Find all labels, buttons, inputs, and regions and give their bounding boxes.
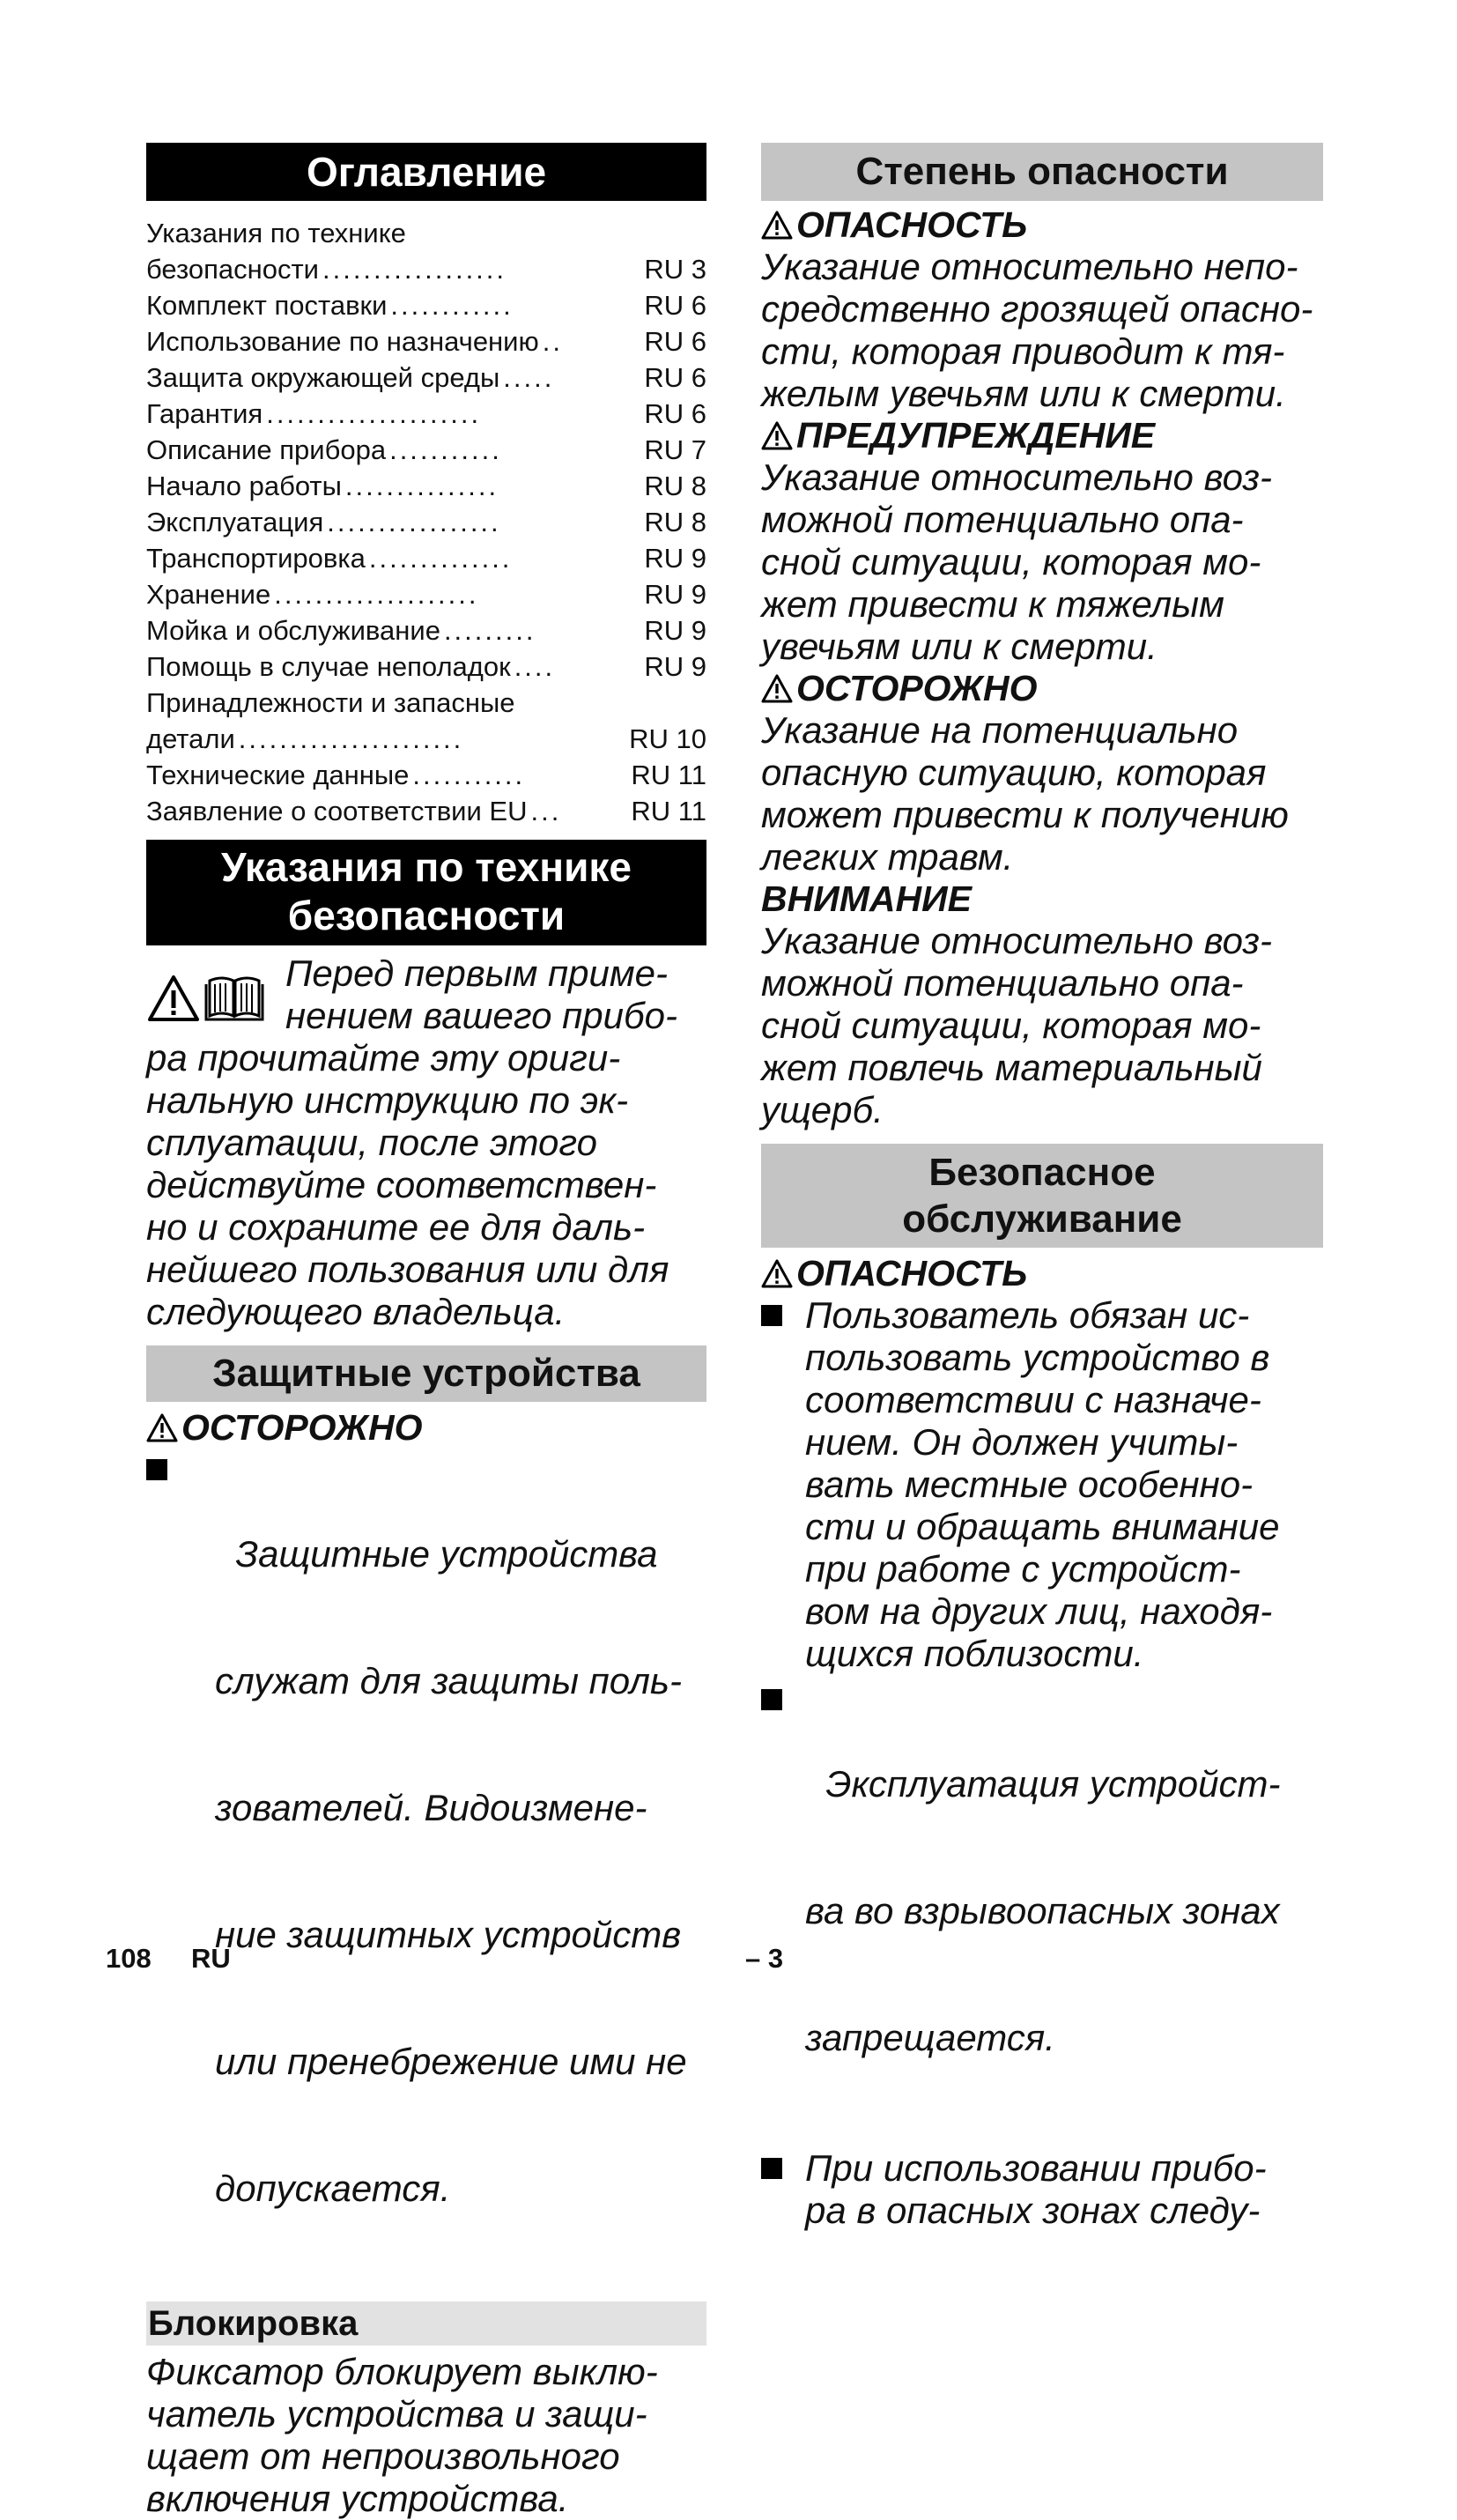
warning-signal bbox=[761, 415, 1323, 456]
text-line: ва во взрывоопасных зонах bbox=[805, 1890, 1280, 1931]
caution-signal bbox=[146, 1407, 706, 1449]
toc-entry bbox=[146, 396, 706, 432]
text-line: зователей. Видоизмене- bbox=[215, 1787, 647, 1828]
text-line: увечьям или к смерти. bbox=[761, 626, 1157, 667]
list-item bbox=[761, 1294, 1323, 1675]
toc-entry-page: RU 9 bbox=[644, 579, 706, 610]
text-line: Указание относительно непо- bbox=[761, 246, 1298, 287]
intro-first-lines bbox=[285, 952, 677, 1037]
toc-entry-page: RU 9 bbox=[644, 543, 706, 574]
text-line: или пренебрежение ими не bbox=[215, 2041, 687, 2082]
caution-signal bbox=[761, 668, 1323, 709]
text-line: ущерб. bbox=[761, 1089, 884, 1130]
text-line: сти и обращать внимание bbox=[805, 1506, 1280, 1547]
toc-leader-dots: ............... bbox=[344, 471, 499, 501]
toc-entry-page: RU 3 bbox=[644, 254, 706, 285]
intro-line: нейшего пользования или для bbox=[146, 1249, 669, 1290]
text-line: ние защитных устройств bbox=[215, 1914, 682, 1955]
table-of-contents bbox=[146, 215, 706, 829]
toc-leader-dots: ................. bbox=[327, 507, 501, 537]
text-line: щает от непроизвольного bbox=[146, 2435, 620, 2477]
list-item bbox=[761, 2147, 1323, 2232]
text-line: желым увечьям или к смерти. bbox=[761, 373, 1286, 414]
text-line: Указание относительно воз- bbox=[761, 456, 1272, 498]
toc-entry-title: Заявление о соответствии EU bbox=[146, 796, 528, 826]
safety-heading-line1: Указания по технике bbox=[221, 844, 632, 890]
toc-entry-title: Помощь в случае неполадок bbox=[146, 651, 511, 682]
text-line: можной потенциально опа- bbox=[761, 962, 1244, 1004]
signal-word: ПРЕДУПРЕЖДЕНИЕ bbox=[796, 415, 1156, 456]
toc-entry-title: Эксплуатация bbox=[146, 507, 324, 537]
right-column bbox=[761, 143, 1323, 2232]
text-line: вом на других лиц, находя- bbox=[805, 1590, 1273, 1632]
toc-entry-title: детали bbox=[146, 723, 235, 754]
attention-signal: ВНИМАНИЕ bbox=[761, 878, 972, 919]
toc-leader-dots: ........... bbox=[412, 760, 526, 790]
toc-entry-title: Комплект поставки bbox=[146, 290, 388, 321]
page-number: 108 bbox=[106, 1943, 152, 1974]
signal-word: ОПАСНОСТЬ bbox=[796, 1253, 1028, 1293]
text-line: ра в опасных зонах следу- bbox=[805, 2190, 1261, 2231]
language-code: RU bbox=[190, 1943, 231, 1974]
toc-entry bbox=[146, 504, 706, 540]
toc-entry bbox=[146, 721, 706, 757]
toc-leader-dots: ...................... bbox=[238, 723, 464, 754]
warning-triangle-icon bbox=[761, 674, 793, 704]
signal-word: ОСТОРОЖНО bbox=[796, 668, 1038, 708]
toc-entry-page: RU 6 bbox=[644, 398, 706, 429]
intro-line: но и сохраните ее для даль- bbox=[146, 1206, 646, 1248]
caution-text bbox=[761, 709, 1323, 878]
toc-entry bbox=[146, 215, 706, 251]
toc-entry-title: Защита окружающей среды bbox=[146, 362, 500, 393]
attention-text bbox=[761, 920, 1323, 1131]
toc-entry-page: RU 8 bbox=[644, 471, 706, 501]
text-line: опасную ситуацию, которая bbox=[761, 752, 1267, 793]
toc-entry-page: RU 9 bbox=[644, 651, 706, 682]
bullet-square-icon bbox=[146, 1459, 167, 1480]
toc-entry bbox=[146, 757, 706, 793]
toc-leader-dots: .... bbox=[514, 651, 556, 682]
text-line: щихся поблизости. bbox=[805, 1633, 1144, 1674]
warning-triangle-icon bbox=[761, 421, 793, 451]
heading-line: Безопасное bbox=[928, 1151, 1156, 1194]
signal-word: ОСТОРОЖНО bbox=[181, 1407, 423, 1448]
text-line: Пользователь обязан ис- bbox=[805, 1294, 1250, 1336]
toc-entry bbox=[146, 649, 706, 685]
toc-leader-dots: ......... bbox=[443, 615, 536, 646]
toc-entry bbox=[146, 468, 706, 504]
protective-devices-heading: Защитные устройства bbox=[146, 1345, 706, 1402]
toc-entry bbox=[146, 251, 706, 287]
intro-line: следующего владельца. bbox=[146, 1291, 566, 1332]
toc-entry-title: Хранение bbox=[146, 579, 271, 610]
text-line: служат для защиты поль- bbox=[215, 1660, 682, 1701]
heading-line: обслуживание bbox=[902, 1197, 1182, 1241]
toc-entry-page: RU 11 bbox=[631, 760, 706, 790]
intro-line: нальную инструкцию по эк- bbox=[146, 1079, 629, 1121]
section-page-number: – 3 bbox=[745, 1943, 784, 1974]
lock-text bbox=[146, 2351, 706, 2520]
text-line: чатель устройства и защи- bbox=[146, 2393, 647, 2435]
toc-leader-dots: .. bbox=[542, 326, 563, 357]
text-line: при работе с устройст- bbox=[805, 1548, 1241, 1590]
bullet-square-icon bbox=[761, 1305, 782, 1326]
intro-icons bbox=[146, 952, 285, 1023]
toc-entry-title: Использование по назначению bbox=[146, 326, 539, 357]
toc-entry-page: RU 8 bbox=[644, 507, 706, 537]
text-line: допускается. bbox=[215, 2168, 451, 2209]
text-line: сти, которая приводит к тя- bbox=[761, 330, 1285, 372]
toc-leader-dots: .............. bbox=[368, 543, 513, 574]
text-line: вать местные особенно- bbox=[805, 1464, 1254, 1505]
signal-word: ОПАСНОСТЬ bbox=[796, 204, 1028, 245]
text-line: соответствии с назначе- bbox=[805, 1379, 1261, 1420]
text-line: может привести к получению bbox=[761, 794, 1289, 835]
text-line: запрещается. bbox=[805, 2017, 1055, 2058]
text-line: Фиксатор блокирует выклю- bbox=[146, 2351, 658, 2392]
text-line: средственно грозящей опасно- bbox=[761, 288, 1313, 330]
text-line: сной ситуации, которая мо- bbox=[761, 1004, 1261, 1046]
toc-heading: Оглавление bbox=[146, 143, 706, 201]
toc-entry bbox=[146, 540, 706, 576]
intro-line: Перед первым приме- bbox=[285, 952, 669, 994]
toc-entry-title: Описание прибора bbox=[146, 434, 387, 465]
toc-entry bbox=[146, 287, 706, 323]
safety-heading-line2: безопасности bbox=[287, 893, 566, 938]
danger-signal bbox=[761, 1253, 1323, 1294]
lock-heading: Блокировка bbox=[146, 2301, 706, 2346]
text-line: Указание относительно воз- bbox=[761, 920, 1272, 961]
safe-handling-heading bbox=[761, 1144, 1323, 1248]
warning-text bbox=[761, 456, 1323, 668]
toc-entry bbox=[146, 685, 706, 721]
toc-leader-dots: ... bbox=[530, 796, 562, 826]
text-line: Эксплуатация устройст- bbox=[805, 1763, 1281, 1805]
intro-line: сплуатации, после этого bbox=[146, 1122, 597, 1163]
toc-entry-page: RU 6 bbox=[644, 326, 706, 357]
list-item bbox=[146, 1449, 706, 2294]
toc-entry bbox=[146, 432, 706, 468]
toc-entry-page: RU 6 bbox=[644, 362, 706, 393]
toc-leader-dots: ..... bbox=[503, 362, 555, 393]
toc-entry-page: RU 11 bbox=[631, 796, 706, 826]
bullet-square-icon bbox=[761, 1689, 782, 1710]
toc-entry-title: Принадлежности и запасные bbox=[146, 687, 515, 718]
toc-entry bbox=[146, 612, 706, 649]
intro-line: действуйте соответствен- bbox=[146, 1164, 657, 1205]
left-column bbox=[146, 143, 706, 2520]
toc-leader-dots: .................. bbox=[322, 254, 507, 285]
toc-entry-page: RU 10 bbox=[629, 723, 706, 754]
text-line: пользовать устройство в bbox=[805, 1337, 1270, 1378]
toc-leader-dots: ............ bbox=[390, 290, 514, 321]
intro-rest bbox=[146, 1037, 706, 1333]
list-item-text bbox=[805, 2147, 1267, 2232]
danger-levels-heading: Степень опасности bbox=[761, 143, 1323, 201]
toc-entry bbox=[146, 576, 706, 612]
toc-leader-dots: .................... bbox=[274, 579, 479, 610]
toc-entry bbox=[146, 323, 706, 359]
warning-triangle-icon bbox=[761, 211, 793, 241]
safety-intro bbox=[146, 952, 706, 1333]
list-item-text bbox=[190, 1449, 687, 2294]
text-line: Указание на потенциально bbox=[761, 709, 1239, 751]
toc-entry-title: Указания по технике bbox=[146, 218, 406, 248]
text-line: При использовании прибо- bbox=[805, 2147, 1267, 2189]
footer-page-info bbox=[106, 1943, 231, 1975]
manual-book-icon bbox=[203, 974, 266, 1023]
intro-line: ра прочитайте эту ориги- bbox=[146, 1037, 621, 1078]
text-line: Защитные устройства bbox=[215, 1533, 658, 1575]
warning-triangle-icon bbox=[146, 974, 201, 1023]
list-item-text bbox=[805, 1679, 1280, 2144]
danger-signal bbox=[761, 204, 1323, 246]
text-line: сной ситуации, которая мо- bbox=[761, 541, 1261, 582]
warning-triangle-icon bbox=[146, 1413, 178, 1443]
safety-heading bbox=[146, 840, 706, 945]
text-line: жет повлечь материальный bbox=[761, 1047, 1262, 1088]
danger-text bbox=[761, 246, 1323, 415]
text-line: можной потенциально опа- bbox=[761, 499, 1244, 540]
warning-triangle-icon bbox=[761, 1259, 793, 1289]
bullet-square-icon bbox=[761, 2158, 782, 2179]
toc-entry-title: Технические данные bbox=[146, 760, 410, 790]
toc-entry-title: Гарантия bbox=[146, 398, 263, 429]
text-line: нием. Он должен учиты- bbox=[805, 1421, 1239, 1463]
intro-line: нением вашего прибо- bbox=[285, 995, 677, 1036]
toc-entry-page: RU 6 bbox=[644, 290, 706, 321]
text-line: включения устройства. bbox=[146, 2478, 569, 2519]
toc-entry-title: безопасности bbox=[146, 254, 319, 285]
toc-leader-dots: ........... bbox=[389, 434, 502, 465]
text-line: легких травм. bbox=[761, 836, 1014, 878]
toc-entry-page: RU 7 bbox=[644, 434, 706, 465]
toc-entry bbox=[146, 793, 706, 829]
text-line: жет привести к тяжелым bbox=[761, 583, 1224, 625]
toc-leader-dots: ..................... bbox=[266, 398, 482, 429]
list-item-text bbox=[805, 1294, 1279, 1675]
toc-entry-page: RU 9 bbox=[644, 615, 706, 646]
toc-entry-title: Мойка и обслуживание bbox=[146, 615, 440, 646]
toc-entry-title: Транспортировка bbox=[146, 543, 366, 574]
toc-entry bbox=[146, 359, 706, 396]
list-item bbox=[761, 1679, 1323, 2144]
toc-entry-title: Начало работы bbox=[146, 471, 342, 501]
